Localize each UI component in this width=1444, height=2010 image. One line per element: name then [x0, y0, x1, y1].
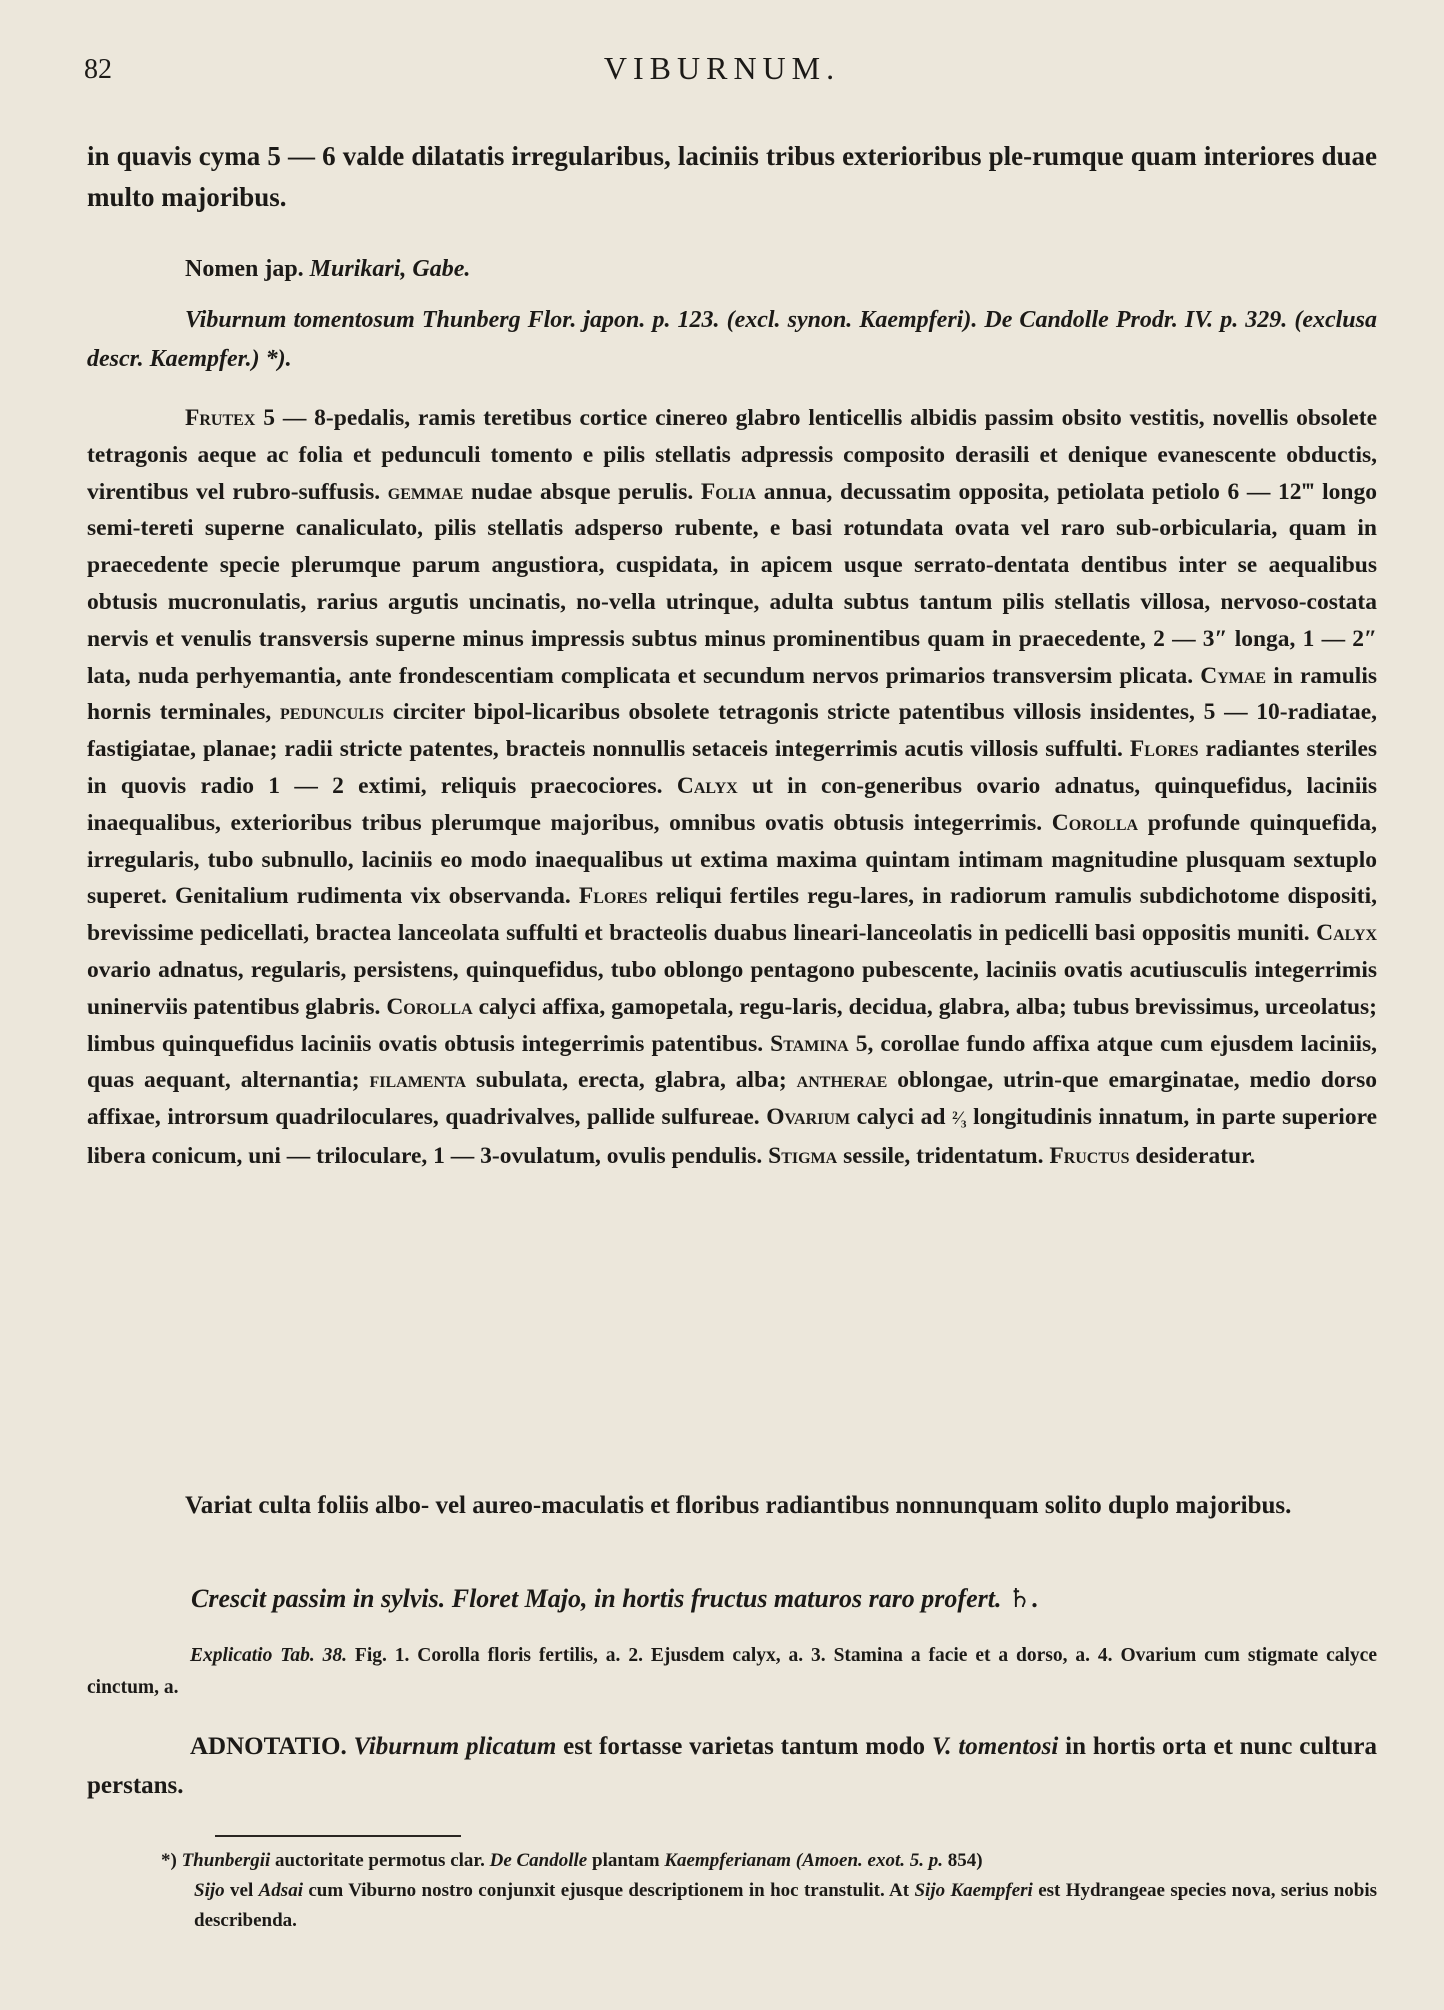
label-cymae: Cymae [1200, 662, 1267, 689]
footnote-t3: De Candolle [489, 1850, 588, 1871]
adnotatio-name-2: V. tomentosi [931, 1733, 1059, 1760]
synonym-name: Viburnum tomentosum Thunberg Flor. japon. p. 123. [185, 307, 720, 333]
variat-paragraph: Variat culta foliis albo- vel aureo-maculatis et floribus radiantibus nonnunquam solito duplo majoribus. [185, 1492, 1292, 1519]
footnote-t11: Sijo Kaempferi [914, 1880, 1033, 1901]
text-frutex: 5 — 8-pedalis, ramis teretibus cortice cinereo glabro lenticellis albidis passim obsito vestitis, novellis obsolete tetragonis aeque ac folia et pedunculi tomento e pilis stellatis adpressis composito derasili et denique evanescente obductis, virentibus vel rubro-suffusis. [87, 405, 1378, 505]
running-title: VIBURNUM. [603, 50, 841, 86]
nomen-label: Nomen jap. [185, 256, 304, 282]
synonym-paragraph [87, 301, 1377, 379]
synonym-ref: De Candolle Prodr. IV. p. 329. [984, 307, 1288, 333]
label-ovarium: Ovarium [766, 1104, 851, 1131]
text-stigma: sessile, tridentatum. [843, 1142, 1044, 1169]
footnote-mark: *) [161, 1850, 177, 1871]
text-corolla-2: calyci affixa, gamopetala, regu-laris, decidua, glabra, alba; tubus brevissimus, urceolatus; limbus quinquefidus laciniis ovatis obtusis integerrimis patentibus. [87, 993, 1377, 1057]
footnote [87, 1846, 1377, 1936]
label-filamenta: filamenta [369, 1067, 467, 1094]
text-flores: radiantes steriles in quovis radio 1 — 2 extimi, reliquis praecociores. [87, 736, 1378, 799]
label-folia: Folia [700, 478, 757, 505]
explicatio-paragraph [87, 1640, 1377, 1704]
label-pedunculis: pedunculis [280, 699, 385, 726]
footnote-t10: cum Viburno nostro conjunxit ejusque descriptionem in hoc transtulit. At [308, 1880, 910, 1901]
text-calyx: ut in con-generibus ovario adnatus, quinquefidus, laciniis inaequalibus, exterioribus tribus plerumque majoribus, omnibus ovatis obtusis integerrimis. [87, 772, 1378, 836]
nomen-line [185, 252, 1375, 286]
text-fructus: desideratur. [1135, 1142, 1256, 1169]
adnotatio-name-1: Viburnum plicatum [353, 1733, 557, 1760]
label-stigma: Stigma [768, 1142, 838, 1169]
explicatio-text: Fig. 1. Corolla floris fertilis, a. 2. Ejusdem calyx, a. 3. Stamina a facie et a dorso, a. 4. Ovarium cum stigmate calyce cinctum, a. [87, 1645, 1377, 1698]
label-frutex: Frutex [185, 405, 256, 431]
label-corolla: Corolla [1051, 809, 1139, 836]
label-fructus: Fructus [1049, 1142, 1130, 1169]
label-stamina: Stamina [770, 1030, 849, 1057]
synonym-note: (excl. synon. Kaempferi). [726, 307, 978, 333]
text-folia: annua, decussatim opposita, petiolata petiolo 6 — 12‴ longo semi-tereti superne canaliculato, pilis stellatis adsperso rubente, e basi rotundata ovata vel raro sub-orbicularia, quam in praecedente specie plerumque parum angustiora, cuspidata, in apicem usque serrato-dentata dentibus inter se aequalibus obtusis mucronulatis, rarius argutis uncinatis, no-vella utrinque, adulta subtus tantum pilis stellatis villosa, nervoso-costata nervis et venulis transversis superne minus impressis subtus minus prominentibus quam in praecedente, 2 — 3″ longa, 1 — 2″ lata, nuda perhyemantia, ante frondescentiam complicata et secundum nervos primarios transversim plicata. [87, 478, 1377, 689]
label-corolla-2: Corolla [386, 993, 473, 1020]
crescit-text: Crescit passim in sylvis. Floret Majo, in hortis fructus maturos raro profert. [191, 1584, 1002, 1613]
nomen-names: Murikari, Gabe. [309, 256, 471, 282]
text-stamina: 5, corollae fundo affixa atque cum ejusdem laciniis, quas aequant, alternantia; [87, 1030, 1378, 1094]
footnote-t9: Adsai [258, 1880, 303, 1901]
crescit-line [191, 1581, 1376, 1617]
footnote-t12: est Hydrangeae species nova, serius nobis describenda. [194, 1880, 1378, 1931]
footnote-t5: Kaempferianam (Amoen. exot. 5. p. [664, 1850, 943, 1871]
footnote-t7: Sijo [194, 1880, 225, 1901]
footnote-t6: 854) [947, 1850, 983, 1871]
text-gemmae: nudae absque perulis. [470, 478, 694, 505]
label-flores-2: Flores [578, 883, 648, 910]
text-antherae: oblongae, utrin-que emarginatae, medio dorso affixae, introrsum quadriloculares, quadrivalves, pallide sulfureae. [87, 1067, 1377, 1131]
footnote-t1: Thunbergii [181, 1850, 271, 1871]
label-antherae: antherae [796, 1067, 888, 1094]
adnotatio-end: in hortis orta et nunc cultura perstans. [87, 1733, 1377, 1799]
footnote-t8: vel [230, 1880, 254, 1901]
text-corolla: profunde quinquefida, irregularis, tubo subnullo, laciniis eo modo inaequalibus ut extima maxima quintam intimam magnitudine plusquam sextuplo superet. Genitalium rudimenta vix observanda. [87, 809, 1378, 910]
footnote-t4: plantam [592, 1850, 660, 1871]
explicatio-label: Explicatio Tab. 38. [190, 1645, 348, 1666]
text-ovarium: longitudinis innatum, in parte superiore libera conicum, uni — triloculare, 1 — 3-ovulatum, ovulis pendulis. [87, 1104, 1378, 1169]
text-flores-2: reliqui fertiles regu-lares, in radiorum ramulis subdichotome dispositi, brevissime pedicellati, bractea lanceolata suffulti et bracteolis duabus lineari-lanceolatis in pedicelli basi oppositis muniti. [87, 883, 1378, 947]
label-flores: Flores [1129, 736, 1199, 763]
synonym-note-2: (exclusa descr. Kaempfer.) *). [87, 307, 1377, 372]
perennial-symbol: ♄. [1007, 1584, 1038, 1613]
footnote-rule [215, 1835, 461, 1837]
page-number: 82 [84, 54, 112, 85]
text-pedunculis: circiter bipol-licaribus obsolete tetragonis stricte patentibus villosis insidentes, 5 — 10-radiatae, fastigiatae, planae; radii stricte patentes, bracteis nonnullis setaceis integerrimis acutis villosis suffulti. [87, 699, 1378, 763]
label-gemmae: gemmae [387, 478, 464, 505]
adnotatio-paragraph [87, 1727, 1377, 1805]
label-calyx-2: Calyx [1316, 920, 1377, 947]
text-calyx-2: ovario adnatus, regularis, persistens, quinquefidus, tubo oblongo pentagono pubescente, laciniis ovatis acutiusculis integerrimis uninerviis patentibus glabris. [87, 956, 1377, 1020]
adnotatio-label: ADNOTATIO. [190, 1733, 347, 1760]
description-paragraph [87, 400, 1377, 1175]
text-cymae: in ramulis hornis terminales, [87, 662, 1378, 726]
footnote-t2: auctoritate permotus clar. [275, 1850, 485, 1871]
ovarium-fraction: ²⁄₃ [952, 1108, 967, 1130]
intro-text: in quavis cyma 5 — 6 valde dilatatis irregularibus, laciniis tribus exterioribus ple-rumque quam interiores duae multo majoribus. [87, 141, 1377, 212]
adnotatio-mid: est fortasse varietas tantum modo [563, 1733, 925, 1760]
label-calyx: Calyx [676, 772, 738, 799]
footnote-continuation [87, 1876, 1377, 1936]
text-ovarium-pre: calyci ad [856, 1104, 946, 1131]
text-filamenta: subulata, erecta, glabra, alba; [476, 1067, 787, 1094]
